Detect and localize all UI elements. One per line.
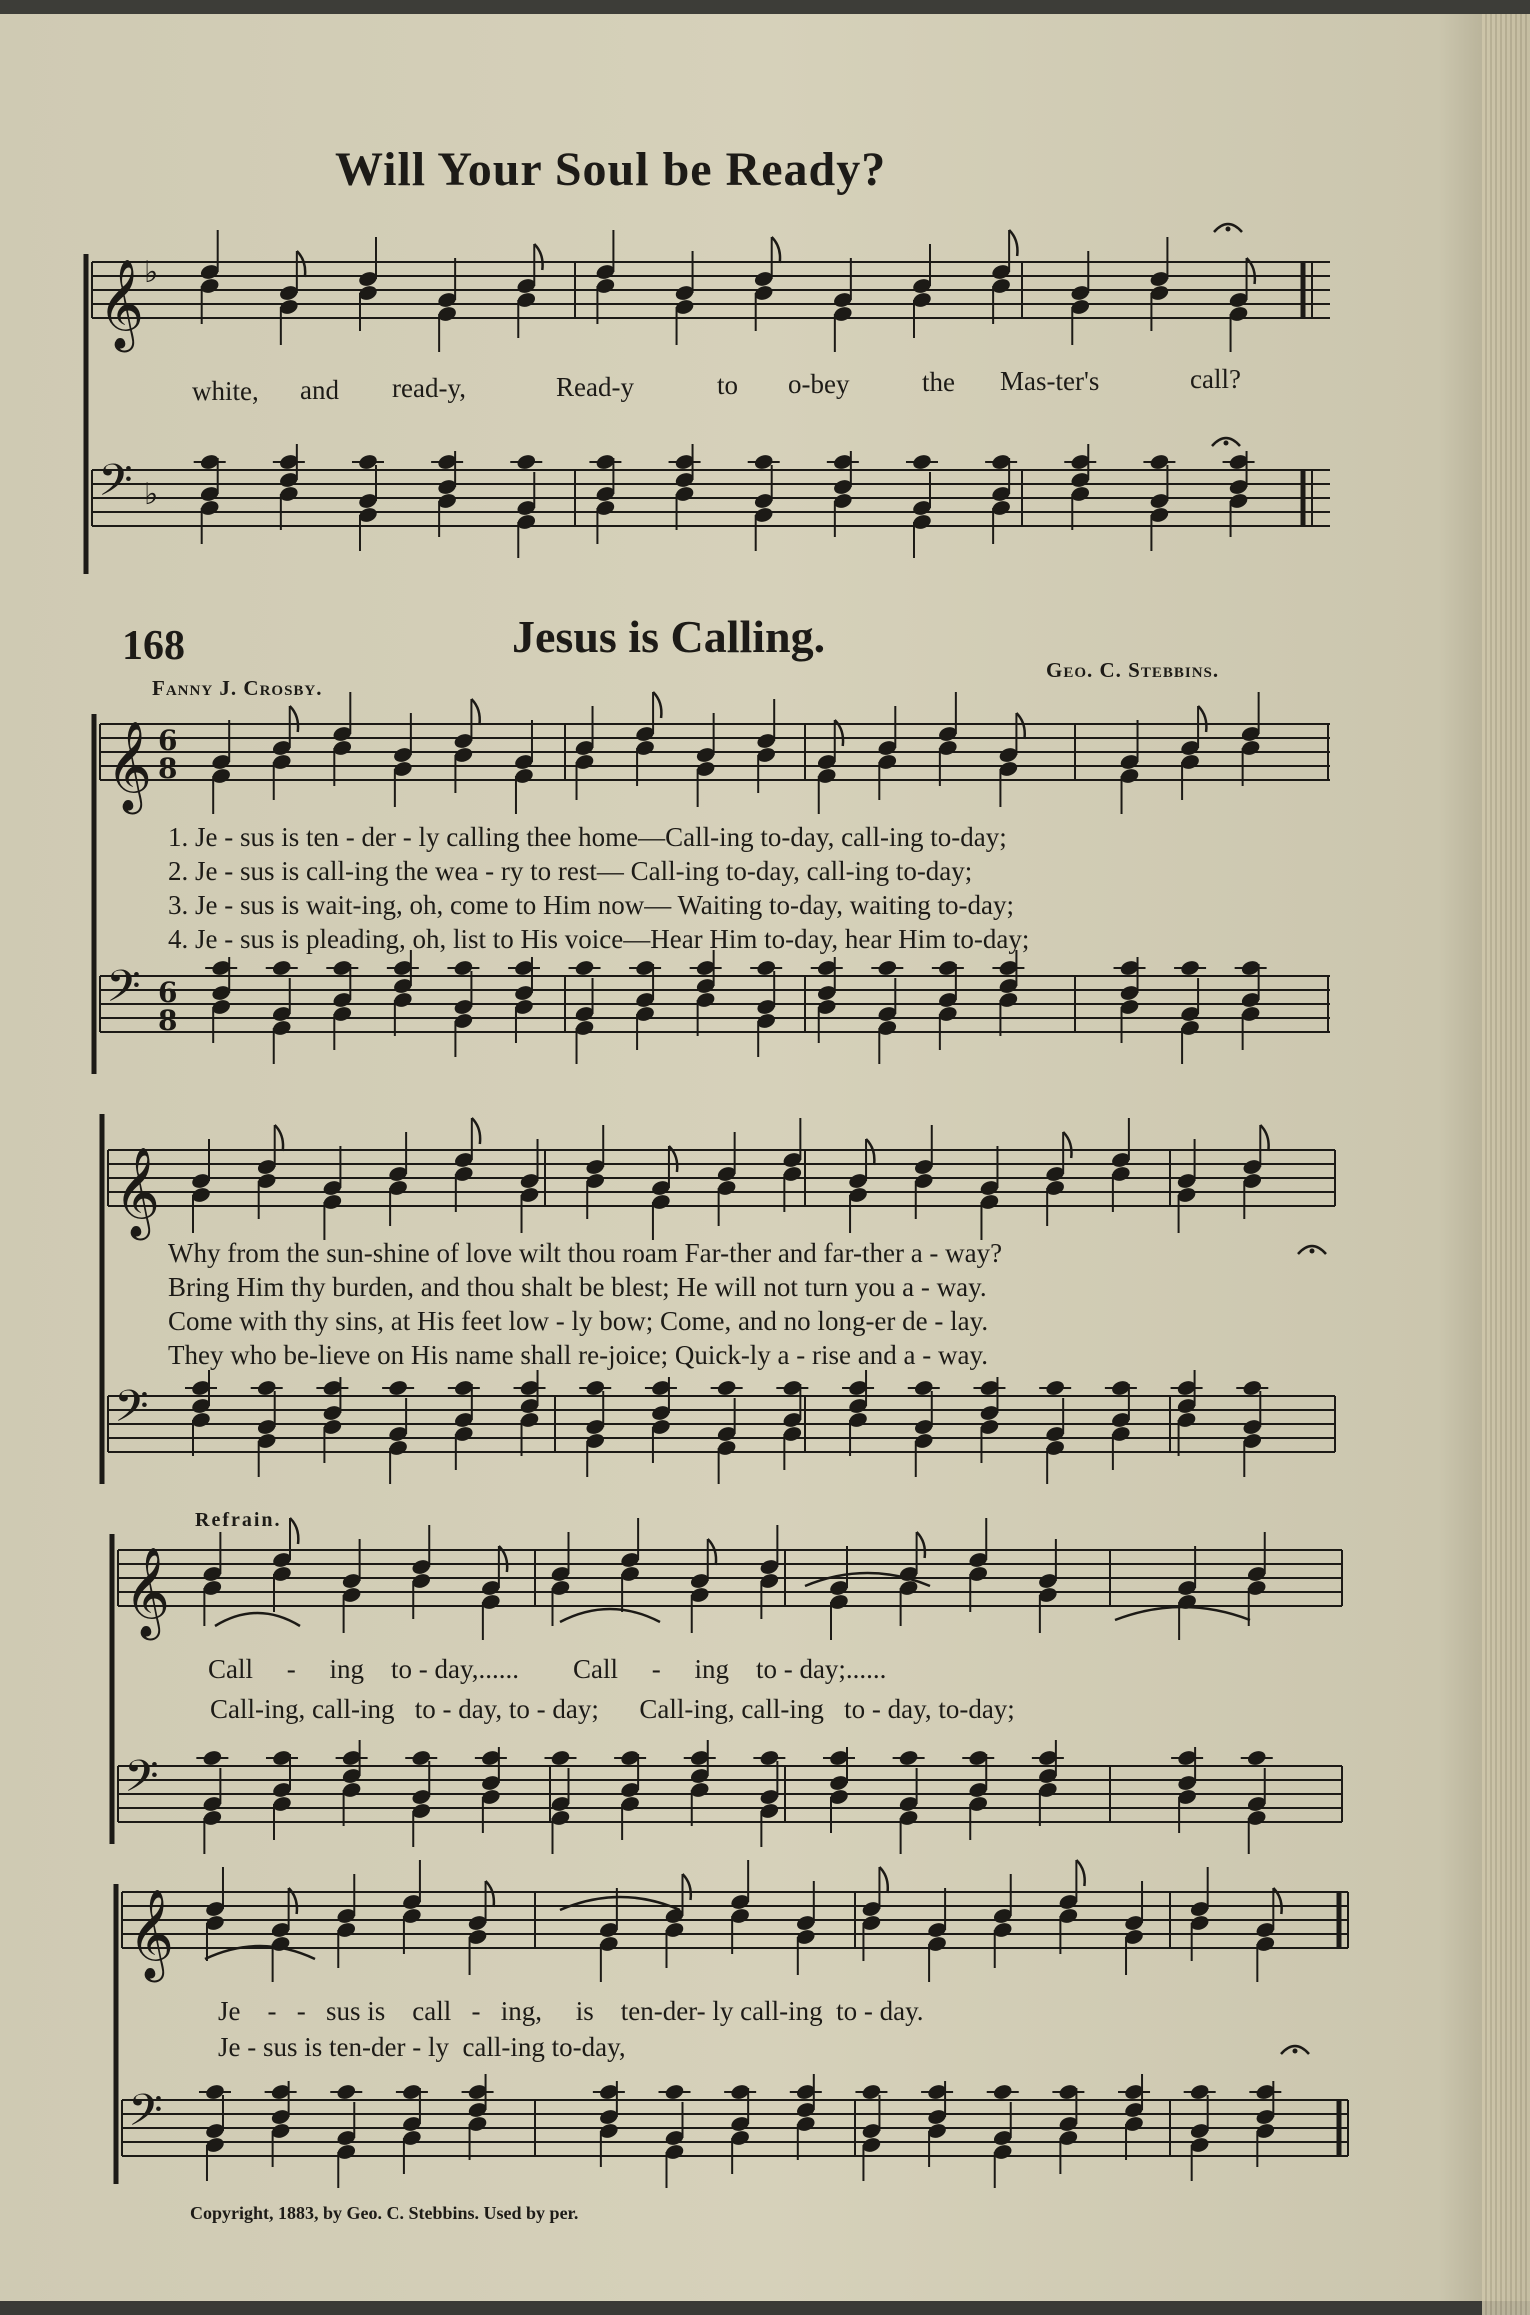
note-flag (866, 1139, 874, 1165)
fermata-dot (1310, 1249, 1315, 1254)
verse-1-line-1: 1. Je - sus is ten - der - ly calling thee home—Call-ing to-day, call-ing to-day; (168, 822, 1007, 852)
time-signature-top: 6 (158, 976, 178, 1009)
verse-3-line-1: 3. Je - sus is wait-ing, oh, come to Him now— Waiting to-day, waiting to-day; (168, 890, 1014, 920)
treble-clef: 𝄞 (106, 721, 153, 811)
note-flag (486, 1881, 494, 1907)
note-flag (879, 1867, 887, 1893)
bass-clef: 𝄢 (124, 1750, 159, 1813)
music-notation (0, 14, 1530, 2315)
hymn-title-top: Will Your Soul be Ready? (335, 143, 887, 196)
treble-clef: 𝄞 (98, 259, 145, 349)
bass-clef: 𝄢 (114, 1380, 149, 1443)
top-lyric-word: call? (1190, 364, 1241, 394)
verse-1-line-2: Why from the sun-shine of love wilt thou roam Far-ther and far-ther a - way? (168, 1238, 1003, 1268)
treble-clef: 𝄞 (124, 1547, 171, 1637)
refrain-line-1-lower: Call-ing, call-ing to - day, to - day; Call-ing, call-ing to - day, to-day; (210, 1694, 1015, 1724)
slur (560, 1609, 660, 1622)
refrain-line-2-lower: Je - sus is ten-der - ly call-ing to-day, (218, 2032, 626, 2062)
refrain-label: Refrain. (195, 1509, 282, 1531)
hymn-number: 168 (122, 623, 185, 669)
top-lyric-word: the (922, 367, 955, 397)
verse-4-line-2: They who be-lieve on His name shall re-joice; Quick-ly a - rise and a - way. (168, 1340, 988, 1370)
time-signature-top: 6 (158, 724, 178, 757)
hymn-title: Jesus is Calling. (512, 611, 826, 662)
bass-clef: 𝄢 (128, 2084, 163, 2147)
note-flag (1260, 1125, 1268, 1151)
top-lyric-word: o-bey (788, 368, 850, 399)
note-flag (472, 1118, 480, 1144)
note-flag (297, 251, 305, 277)
note-flag (471, 699, 479, 725)
bass-clef: 𝄢 (106, 960, 141, 1023)
time-signature-bottom: 8 (158, 752, 178, 785)
verse-3-line-2: Come with thy sins, at His feet low - ly bow; Come, and no long-er de - lay. (168, 1306, 989, 1336)
top-lyric-word: read-y, (392, 373, 466, 403)
hymn-author: Fanny J. Crosby. (152, 676, 323, 700)
treble-clef: 𝄞 (114, 1147, 161, 1237)
refrain-line-1-upper: Call - ing to - day,...... Call - ing to - day;...... (208, 1654, 887, 1684)
note-flag (1009, 230, 1017, 256)
note-flag (1016, 713, 1024, 739)
fermata-dot (1226, 227, 1231, 232)
note-flag (683, 1874, 691, 1900)
flat-sign: ♭ (144, 255, 159, 290)
top-lyric-word: and (300, 374, 339, 405)
treble-clef: 𝄞 (128, 1889, 175, 1979)
note-flag (1198, 706, 1206, 732)
note-flag (708, 1539, 716, 1565)
verse-2-line-1: 2. Je - sus is call-ing the wea - ry to rest— Call-ing to-day, call-ing to-day; (168, 856, 973, 886)
note-flag (653, 692, 661, 718)
note-flag (534, 244, 542, 270)
verse-2-line-2: Bring Him thy burden, and thou shalt be blest; He will not turn you a - way. (168, 1272, 987, 1302)
note-flag (1063, 1132, 1071, 1158)
note-flag (1076, 1860, 1084, 1886)
verse-4-line-1: 4. Je - sus is pleading, oh, list to His voice—Hear Him to-day, hear Him to-day; (168, 924, 1030, 954)
note-flag (772, 237, 780, 263)
note-flag (917, 1532, 925, 1558)
top-lyric-word: Read-y (556, 371, 634, 402)
flat-sign: ♭ (144, 477, 159, 512)
refrain-line-2-upper: Je - - sus is call - ing, is ten-der- ly call-ing to - day. (218, 1996, 924, 2026)
top-lyric-word: to (717, 370, 739, 400)
hymn-composer: Geo. C. Stebbins. (1046, 658, 1220, 682)
bass-clef: 𝄢 (98, 454, 133, 517)
slur (560, 1897, 680, 1910)
slur (215, 1613, 300, 1626)
note-flag (290, 706, 298, 732)
note-flag (290, 1518, 298, 1544)
fermata-dot (1224, 441, 1229, 446)
copyright-notice: Copyright, 1883, by Geo. C. Stebbins. Used by per. (190, 2203, 579, 2223)
fermata-dot (1293, 2049, 1298, 2054)
time-signature-bottom: 8 (158, 1004, 178, 1037)
top-lyric-word: Mas-ter's (1000, 365, 1100, 396)
top-lyric-word: white, (192, 376, 259, 406)
note-flag (275, 1125, 283, 1151)
slur (1115, 1607, 1250, 1620)
